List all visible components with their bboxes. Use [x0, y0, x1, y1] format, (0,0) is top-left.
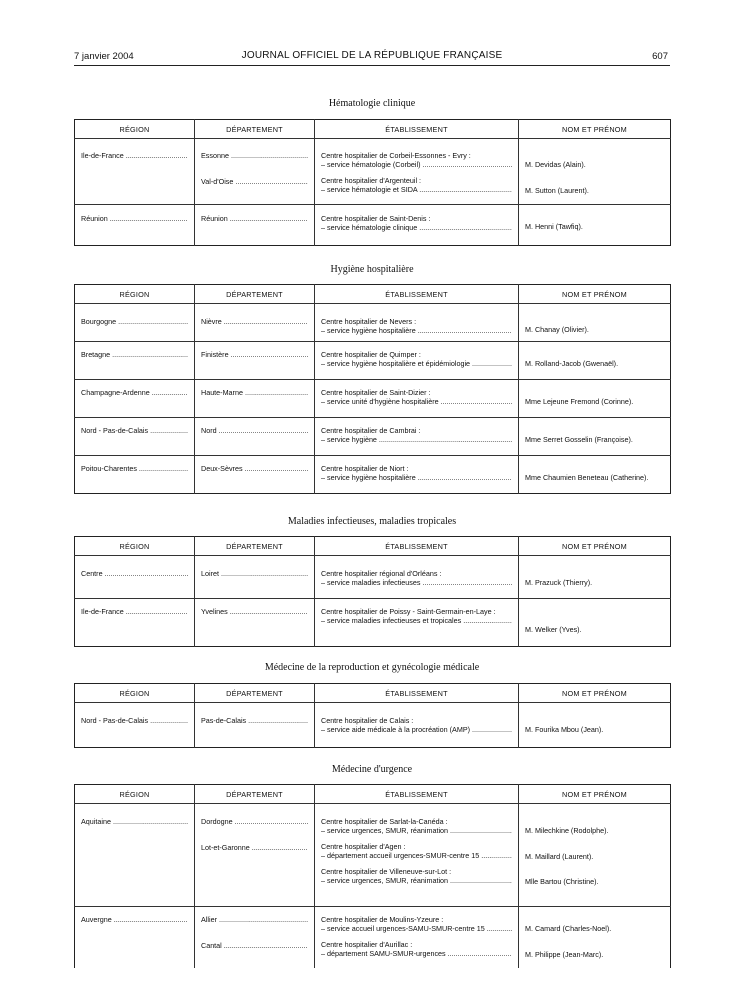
col-header-nom: NOM ET PRÉNOM: [519, 785, 671, 804]
departement-cell: Pas-de-Calais .....: [201, 717, 308, 726]
etablissement-name: Centre hospitalier d'Argenteuil :: [321, 176, 422, 185]
table-row: [75, 804, 671, 907]
etablissement-name: Centre hospitalier d'Agen :: [321, 842, 406, 851]
etablissement-name: Centre hospitalier régional d'Orléans :: [321, 569, 442, 578]
section-title: Maladies infectieuses, maladies tropicales: [287, 516, 457, 527]
col-header-departement: DÉPARTEMENT: [195, 684, 315, 703]
table-hematologie: [74, 119, 671, 246]
table-row: [75, 342, 671, 380]
col-header-departement: DÉPARTEMENT: [195, 120, 315, 139]
region-cell: Nord - Pas-de-Calais .....: [81, 427, 188, 436]
etablissement-name: Centre hospitalier de Cambrai :: [321, 426, 421, 435]
table-row: [75, 380, 671, 418]
etablissement-service: – service hématologie (Corbeil) .....: [321, 161, 512, 170]
departement-cell: Cantal .....: [201, 942, 308, 951]
table-row: [75, 703, 671, 748]
person-name: M. Chanay (Olivier).: [525, 325, 589, 334]
col-header-region: RÉGION: [75, 537, 195, 556]
person-name: Mlle Bartou (Christine).: [525, 877, 599, 886]
etablissement-service: – service hygiène hospitalière .....: [321, 327, 512, 336]
departement-cell: Dordogne .....: [201, 818, 308, 827]
col-header-etablissement: ÉTABLISSEMENT: [315, 537, 519, 556]
departement-cell: Réunion .....: [201, 215, 308, 224]
etablissement-service: – service urgences, SMUR, réanimation .....: [321, 827, 512, 836]
departement-cell: Val-d'Oise .....: [201, 178, 308, 187]
section-title: Hygiène hospitalière: [330, 264, 414, 275]
etablissement-service: – service unité d'hygiène hospitalière .....: [321, 398, 512, 407]
region-cell: Centre .....: [81, 570, 188, 579]
region-cell: Bourgogne .....: [81, 318, 188, 327]
person-name: M. Sutton (Laurent).: [525, 185, 589, 195]
col-header-nom: NOM ET PRÉNOM: [519, 537, 671, 556]
region-cell: Nord - Pas-de-Calais .....: [81, 717, 188, 726]
departement-cell: Lot-et-Garonne .....: [201, 844, 308, 853]
person-name: M. Maillard (Laurent).: [525, 851, 594, 861]
etablissement-name: Centre hospitalier de Saint-Dizier :: [321, 388, 431, 397]
section-title: Médecine d'urgence: [331, 764, 413, 775]
etablissement-name: Centre hospitalier d'Aurillac :: [321, 940, 413, 949]
person-name: M. Philippe (Jean-Marc).: [525, 949, 604, 959]
etablissement-name: Centre hospitalier de Villeneuve-sur-Lot :: [321, 867, 452, 876]
table-row: [75, 907, 671, 969]
col-header-departement: DÉPARTEMENT: [195, 785, 315, 804]
etablissement-name: Centre hospitalier de Saint-Denis :: [321, 214, 431, 223]
etablissement-service: – département SAMU-SMUR-urgences .....: [321, 950, 512, 959]
etablissement-service: – service hématologie et SIDA .....: [321, 186, 512, 195]
table-row: [75, 304, 671, 342]
region-cell: Bretagne .....: [81, 351, 188, 360]
col-header-region: RÉGION: [75, 285, 195, 304]
region-cell: Auvergne .....: [81, 916, 188, 925]
page-header: [74, 49, 670, 66]
col-header-nom: NOM ET PRÉNOM: [519, 285, 671, 304]
table-row: [75, 556, 671, 599]
etablissement-name: Centre hospitalier de Poissy - Saint-Germain-en-Laye :: [321, 607, 496, 616]
etablissement-service: – service maladies infectieuses .....: [321, 579, 512, 588]
departement-cell: Essonne .....: [201, 152, 308, 161]
etablissement-name: Centre hospitalier de Quimper :: [321, 350, 421, 359]
etablissement-service: – service hygiène hospitalière .....: [321, 474, 512, 483]
table-row: [75, 418, 671, 456]
table-urgence: [74, 784, 671, 968]
etablissement-service: – service hygiène .....: [321, 436, 512, 445]
table-hygiene: [74, 284, 671, 494]
etablissement-service: – service hématologie clinique .....: [321, 224, 512, 233]
departement-cell: Loiret .....: [201, 570, 308, 579]
person-name: M. Henni (Tawfiq).: [525, 222, 583, 231]
header-journal-title: JOURNAL OFFICIEL DE LA RÉPUBLIQUE FRANÇAISE: [241, 50, 503, 61]
person-name: Mme Serret Gosselin (Françoise).: [525, 435, 633, 444]
col-header-nom: NOM ET PRÉNOM: [519, 684, 671, 703]
departement-cell: Finistère .....: [201, 351, 308, 360]
header-date: 7 janvier 2004: [74, 51, 134, 62]
person-name: M. Welker (Yves).: [525, 625, 582, 634]
col-header-nom: NOM ET PRÉNOM: [519, 120, 671, 139]
table-row: [75, 139, 671, 205]
region-cell: Poitou-Charentes .....: [81, 465, 188, 474]
table-row: [75, 205, 671, 246]
col-header-etablissement: ÉTABLISSEMENT: [315, 285, 519, 304]
departement-cell: Yvelines .....: [201, 608, 308, 617]
header-page-number: 607: [652, 51, 668, 62]
etablissement-service: – service urgences, SMUR, réanimation .....: [321, 877, 512, 886]
etablissement-service: – service aide médicale à la procréation (AMP) .....: [321, 726, 512, 735]
section-title: Hématologie clinique: [328, 98, 416, 109]
region-cell: Réunion .....: [81, 215, 188, 224]
section-title: Médecine de la reproduction et gynécologie médicale: [264, 662, 480, 673]
etablissement-service: – service maladies infectieuses et tropicales .....: [321, 617, 512, 626]
col-header-region: RÉGION: [75, 120, 195, 139]
table-maladies-infectieuses: [74, 536, 671, 647]
col-header-etablissement: ÉTABLISSEMENT: [315, 120, 519, 139]
region-cell: Aquitaine .....: [81, 818, 188, 827]
etablissement-name: Centre hospitalier de Sarlat-la-Canéda :: [321, 817, 448, 826]
person-name: M. Prazuck (Thierry).: [525, 578, 593, 587]
person-name: M. Fourika Mbou (Jean).: [525, 725, 604, 734]
region-cell: Ile-de-France .....: [81, 608, 188, 617]
region-cell: Ile-de-France .....: [81, 152, 188, 161]
col-header-region: RÉGION: [75, 684, 195, 703]
person-name: M. Devidas (Alain).: [525, 160, 586, 169]
departement-cell: Haute-Marne .....: [201, 389, 308, 398]
departement-cell: Deux-Sèvres .....: [201, 465, 308, 474]
departement-cell: Nord .....: [201, 427, 308, 436]
region-cell: Champagne-Ardenne .....: [81, 389, 188, 398]
col-header-departement: DÉPARTEMENT: [195, 285, 315, 304]
person-name: Mme Lejeune Fremond (Corinne).: [525, 397, 634, 406]
departement-cell: Nièvre .....: [201, 318, 308, 327]
person-name: M. Camard (Charles-Noel).: [525, 924, 612, 933]
col-header-etablissement: ÉTABLISSEMENT: [315, 785, 519, 804]
etablissement-service: – département accueil urgences-SMUR-centre 15 .....: [321, 852, 512, 861]
table-reproduction: [74, 683, 671, 748]
person-name: M. Rolland-Jacob (Gwenaël).: [525, 359, 619, 368]
table-row: [75, 599, 671, 647]
person-name: Mme Chaumien Beneteau (Catherine).: [525, 473, 649, 482]
etablissement-service: – service accueil urgences-SAMU-SMUR-centre 15 .....: [321, 925, 512, 934]
col-header-departement: DÉPARTEMENT: [195, 537, 315, 556]
etablissement-name: Centre hospitalier de Niort :: [321, 464, 409, 473]
etablissement-name: Centre hospitalier de Calais :: [321, 716, 414, 725]
etablissement-name: Centre hospitalier de Nevers :: [321, 317, 417, 326]
departement-cell: Allier .....: [201, 916, 308, 925]
col-header-etablissement: ÉTABLISSEMENT: [315, 684, 519, 703]
etablissement-service: – service hygiène hospitalière et épidémiologie .....: [321, 360, 512, 369]
col-header-region: RÉGION: [75, 785, 195, 804]
table-row: [75, 456, 671, 494]
etablissement-name: Centre hospitalier de Moulins-Yzeure :: [321, 915, 444, 924]
person-name: M. Milechkine (Rodolphe).: [525, 826, 609, 835]
etablissement-name: Centre hospitalier de Corbeil-Essonnes - Evry :: [321, 151, 471, 160]
